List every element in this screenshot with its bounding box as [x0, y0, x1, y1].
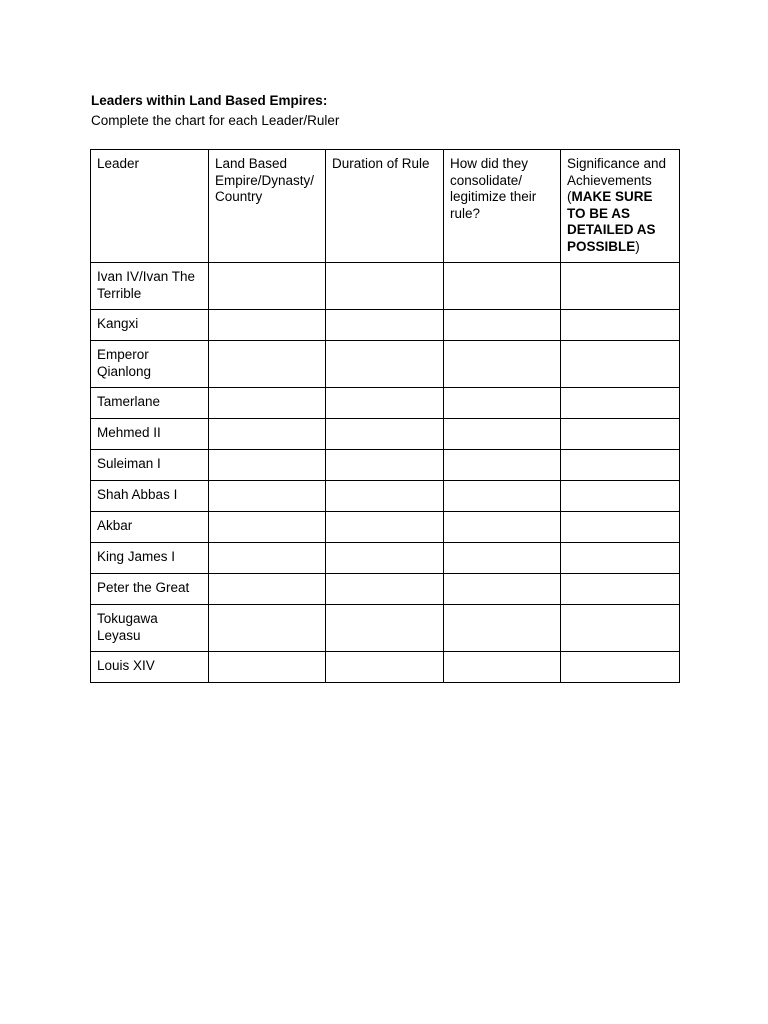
consolidate-cell[interactable]	[444, 450, 561, 481]
duration-cell[interactable]	[326, 341, 444, 388]
empire-cell[interactable]	[209, 605, 326, 652]
duration-cell[interactable]	[326, 263, 444, 310]
consolidate-cell[interactable]	[444, 512, 561, 543]
leader-cell: Kangxi	[91, 310, 209, 341]
empire-cell[interactable]	[209, 652, 326, 683]
worksheet-instructions: Complete the chart for each Leader/Ruler	[91, 113, 340, 128]
significance-cell[interactable]	[561, 310, 680, 341]
column-header-empire: Land Based Empire/Dynasty/ Country	[209, 150, 326, 263]
empire-cell[interactable]	[209, 263, 326, 310]
table-row	[91, 512, 680, 543]
duration-cell[interactable]	[326, 574, 444, 605]
empire-cell[interactable]	[209, 543, 326, 574]
consolidate-cell[interactable]	[444, 605, 561, 652]
leader-cell: Suleiman I	[91, 450, 209, 481]
consolidate-cell[interactable]	[444, 388, 561, 419]
significance-cell[interactable]	[561, 481, 680, 512]
leader-cell: Ivan IV/Ivan The Terrible	[91, 263, 209, 310]
table-row	[91, 419, 680, 450]
significance-cell[interactable]	[561, 341, 680, 388]
significance-cell[interactable]	[561, 388, 680, 419]
empire-cell[interactable]	[209, 419, 326, 450]
duration-cell[interactable]	[326, 652, 444, 683]
significance-cell[interactable]	[561, 652, 680, 683]
significance-cell[interactable]	[561, 512, 680, 543]
table-row	[91, 310, 680, 341]
duration-cell[interactable]	[326, 481, 444, 512]
significance-prefix: Significance and Achievements (	[567, 156, 667, 204]
significance-cell[interactable]	[561, 419, 680, 450]
table-row	[91, 605, 680, 652]
significance-emphasis: MAKE SURE TO BE AS DETAILED AS POSSIBLE	[567, 189, 656, 254]
consolidate-cell[interactable]	[444, 263, 561, 310]
worksheet-title: Leaders within Land Based Empires:	[91, 93, 328, 108]
table-row	[91, 388, 680, 419]
column-header-consolidate: How did they consolidate/ legitimize their rule?	[444, 150, 561, 263]
header-row	[91, 150, 680, 263]
empire-cell[interactable]	[209, 341, 326, 388]
leader-cell: Emperor Qianlong	[91, 341, 209, 388]
empire-cell[interactable]	[209, 512, 326, 543]
consolidate-cell[interactable]	[444, 543, 561, 574]
column-header-duration: Duration of Rule	[326, 150, 444, 263]
leader-cell: Akbar	[91, 512, 209, 543]
duration-cell[interactable]	[326, 310, 444, 341]
leader-cell: Mehmed II	[91, 419, 209, 450]
table-row	[91, 450, 680, 481]
table-row	[91, 481, 680, 512]
table-row	[91, 543, 680, 574]
leader-cell: Tokugawa Leyasu	[91, 605, 209, 652]
leader-cell: Tamerlane	[91, 388, 209, 419]
leader-cell: King James I	[91, 543, 209, 574]
duration-cell[interactable]	[326, 450, 444, 481]
leader-cell: Louis XIV	[91, 652, 209, 683]
empire-cell[interactable]	[209, 481, 326, 512]
leaders-chart	[90, 149, 680, 683]
empire-cell[interactable]	[209, 388, 326, 419]
significance-cell[interactable]	[561, 450, 680, 481]
leader-cell: Peter the Great	[91, 574, 209, 605]
empire-cell[interactable]	[209, 310, 326, 341]
duration-cell[interactable]	[326, 388, 444, 419]
duration-cell[interactable]	[326, 543, 444, 574]
table-row	[91, 574, 680, 605]
duration-cell[interactable]	[326, 419, 444, 450]
column-header-leader: Leader	[91, 150, 209, 263]
consolidate-cell[interactable]	[444, 574, 561, 605]
significance-cell[interactable]	[561, 574, 680, 605]
duration-cell[interactable]	[326, 512, 444, 543]
consolidate-cell[interactable]	[444, 341, 561, 388]
empire-cell[interactable]	[209, 450, 326, 481]
consolidate-cell[interactable]	[444, 481, 561, 512]
significance-cell[interactable]	[561, 263, 680, 310]
consolidate-cell[interactable]	[444, 419, 561, 450]
consolidate-cell[interactable]	[444, 310, 561, 341]
table-row	[91, 341, 680, 388]
table-row	[91, 652, 680, 683]
empire-cell[interactable]	[209, 574, 326, 605]
leader-cell: Shah Abbas I	[91, 481, 209, 512]
significance-cell[interactable]	[561, 543, 680, 574]
column-header-significance	[561, 150, 680, 263]
significance-suffix: )	[635, 238, 640, 254]
consolidate-cell[interactable]	[444, 652, 561, 683]
significance-cell[interactable]	[561, 605, 680, 652]
table-row	[91, 263, 680, 310]
duration-cell[interactable]	[326, 605, 444, 652]
